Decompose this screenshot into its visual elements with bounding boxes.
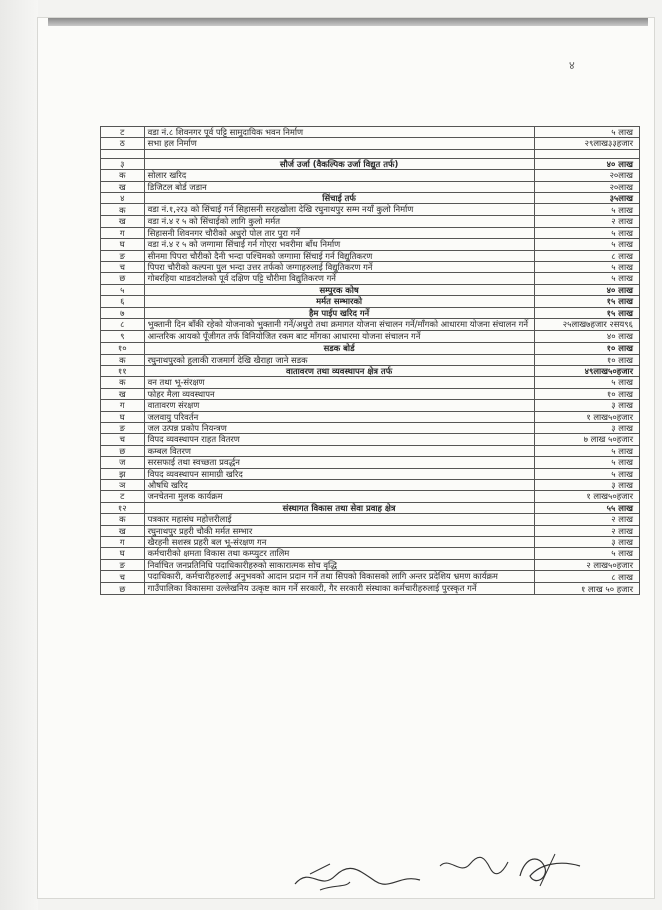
budget-row [101,411,640,422]
page-number: ४ [569,59,575,72]
serial-number-cell: क [101,204,145,216]
serial-number-cell: ख [101,388,145,399]
budget-row [101,571,640,583]
section-heading-row [101,193,640,204]
amount-cell: ८ लाख [534,571,639,583]
description-cell: वडा नं.४ र ५ को जग्गामा सिंचाई गर्न गोएरा भवरीमा बाँध निर्माण [144,239,534,250]
serial-number-cell: ३ [101,158,145,169]
amount-cell: ५ लाख [534,445,639,456]
amount-cell: ५ लाख [534,468,639,479]
description-cell: कम्बल वितरण [144,445,534,456]
serial-number-cell: क [101,354,145,365]
serial-number-cell: ज [101,457,145,468]
serial-number-cell: ग [101,227,145,238]
serial-number-cell: ख [101,181,145,192]
serial-number-cell: १० [101,343,145,354]
budget-row [101,377,640,388]
section-heading-row [101,502,640,513]
description-cell: पदाधिकारी, कर्मचारीहरुलाई अनुभवको आदान प्रदान गर्ने तथा सिपको विकासको लागि अन्तर प्रदेशिय भ्रमण कार्यक्रम [144,571,534,583]
budget-row [101,331,640,343]
serial-number-cell: क [101,377,145,388]
budget-row [101,422,640,433]
serial-number-cell: छ [101,445,145,456]
budget-row [101,514,640,525]
amount-cell: १ लाख५०हजार [534,491,639,502]
amount-cell: ४० लाख [534,284,639,295]
budget-row [101,127,640,138]
serial-number-cell: छ [101,583,145,595]
amount-cell: २ लाख [534,216,639,227]
description-cell: सिंचाई तर्फ [144,193,534,204]
amount-cell [534,149,639,158]
serial-number-cell: ८ [101,319,145,331]
amount-cell: ३५लाख [534,193,639,204]
serial-number-cell: ङ [101,559,145,570]
budget-row [101,537,640,548]
description-cell: वन तथा भू-संरक्षण [144,377,534,388]
description-cell: संस्थागत विकास तथा सेवा प्रवाह क्षेत्र [144,502,534,513]
description-cell: डिजिटल बोर्ड जडान [144,181,534,192]
description-cell: जल उत्पन्न प्रकोप नियन्त्रण [144,422,534,433]
budget-row [101,227,640,238]
amount-cell: ५ लाख [534,262,639,273]
amount-cell: २ लाख [534,525,639,536]
amount-cell: ५ लाख [534,227,639,238]
budget-row [101,400,640,411]
amount-cell: ५ लाख [534,239,639,250]
amount-cell: ४९लाख५०हजार [534,365,639,376]
description-cell: गाउँपालिका विकासमा उल्लेखनिय उत्कृष्ट काम गर्ने सरकारी, गैर सरकारी संस्थाका कर्मचारीहरुलाई पुरस्कृत गर्ने [144,583,534,595]
serial-number-cell: च [101,571,145,583]
description-cell: विपद व्यवस्थापन सामाग्री खरिद [144,468,534,479]
budget-row [101,138,640,149]
description-cell: मर्मत सम्भारको [144,296,534,307]
budget-row [101,583,640,595]
description-cell: सीनमा पिपरा चौरीको दैनी भन्दा पश्चिमको जग्गामा सिंचाई गर्न विद्युतिकरण [144,250,534,261]
amount-cell: ८ लाख [534,250,639,261]
budget-row [101,445,640,456]
description-cell: हैम पाईप खरिद गर्ने [144,307,534,318]
budget-row [101,388,640,399]
top-rule [48,18,648,26]
amount-cell: २९लाख३३हजार [534,138,639,149]
amount-cell: १० लाख [534,343,639,354]
serial-number-cell: ११ [101,365,145,376]
amount-cell: ४० लाख [534,331,639,343]
serial-number-cell: च [101,434,145,445]
budget-row [101,468,640,479]
description-cell: सभा हल निर्माण [144,138,534,149]
description-cell: वडा नं.१,२र३ को सिंचाई गर्न सिहासनी सरहखोला देखि रघुनाथपुर सम्म नयाँ कुलो निर्माण [144,204,534,216]
serial-number-cell: ५ [101,284,145,295]
amount-cell: ३ लाख [534,479,639,490]
amount-cell: ७ लाख ५०हजार [534,434,639,445]
serial-number-cell: ख [101,216,145,227]
budget-row [101,525,640,536]
serial-number-cell: घ [101,411,145,422]
budget-table [100,126,640,595]
budget-row [101,204,640,216]
serial-number-cell: घ [101,548,145,559]
budget-row [101,216,640,227]
serial-number-cell: ९ [101,331,145,343]
budget-row [101,319,640,331]
budget-row [101,457,640,468]
serial-number-cell: च [101,262,145,273]
description-cell: सडक बोर्ड [144,343,534,354]
amount-cell: ३ लाख [534,400,639,411]
serial-number-cell: छ [101,273,145,284]
description-cell: निर्वाचित जनप्रतिनिधि पदाधिकारीहरुको साकारात्मक सोच वृद्धि [144,559,534,570]
amount-cell: १० लाख [534,388,639,399]
amount-cell: १५ लाख [534,307,639,318]
amount-cell: १० लाख [534,354,639,365]
description-cell: वातावरण संरक्षण [144,400,534,411]
budget-row [101,170,640,181]
description-cell: सरसफाई तथा स्वच्छता प्रवर्द्धन [144,457,534,468]
budget-row [101,491,640,502]
amount-cell: ५ लाख [534,548,639,559]
description-cell: जलवायु परिवर्तन [144,411,534,422]
budget-row [101,250,640,261]
amount-cell: १ लाख ५० हजार [534,583,639,595]
description-cell: सिहासनी शिवनगर चौरीको अधुरो पोल तार पुरा गर्ने [144,227,534,238]
amount-cell: १५ लाख [534,296,639,307]
budget-row [101,273,640,284]
description-cell: रघुनाथपुर प्रहरी चौकी मर्मत सम्भार [144,525,534,536]
serial-number-cell: क [101,514,145,525]
serial-number-cell: १२ [101,502,145,513]
description-cell: खैरहनी सशस्त्र प्रहरी बल भू-संरक्षण गन [144,537,534,548]
description-cell [144,149,534,158]
amount-cell: २ लाख [534,514,639,525]
description-cell: सम्पुरक कोष [144,284,534,295]
signatures [290,846,590,896]
serial-number-cell [101,149,145,158]
amount-cell: ३ लाख [534,422,639,433]
description-cell: भुक्तानी दिन बाँकी रहेको योजनाको भुक्तानी गर्ने/अधुरो तथा क्रमागत योजना संचालन गर्ने/माँगको आधारमा योजना संचालन गर्ने [144,319,534,331]
description-cell: फोहर मैला व्यवस्थापन [144,388,534,399]
scan-left-margin [0,0,38,910]
description-cell: औषधि खरिद [144,479,534,490]
description-cell: वडा नं.४ र ५ को सिंचाईको लागि कुलो मर्मत [144,216,534,227]
serial-number-cell: ग [101,537,145,548]
description-cell: आन्तरिक आयको पूँजीगत तर्फ विनियोजित रकम बाट माँगका आधारमा योजना संचालन गर्ने [144,331,534,343]
amount-cell: ४० लाख [534,158,639,169]
budget-row [101,548,640,559]
section-heading-row [101,158,640,169]
budget-row [101,354,640,365]
amount-cell: ५ लाख [534,127,639,138]
serial-number-cell: क [101,170,145,181]
amount-cell: २०लाख [534,170,639,181]
serial-number-cell: ६ [101,296,145,307]
serial-number-cell: ७ [101,307,145,318]
budget-row [101,239,640,250]
budget-row [101,479,640,490]
description-cell: सौर्ज उर्जा (वैकल्पिक उर्जा विद्युत तर्फ) [144,158,534,169]
section-heading-row [101,343,640,354]
budget-row [101,181,640,192]
serial-number-cell: ट [101,491,145,502]
description-cell: कर्मचारीको क्षमता विकास तथा कम्प्युटर तालिम [144,548,534,559]
serial-number-cell: ख [101,525,145,536]
amount-cell: ५ लाख [534,457,639,468]
serial-number-cell: घ [101,239,145,250]
section-heading-row [101,307,640,318]
amount-cell: २५लाख७हजार २सय९६ [534,319,639,331]
serial-number-cell: झ [101,468,145,479]
serial-number-cell: ४ [101,193,145,204]
amount-cell: ३ लाख [534,537,639,548]
description-cell: गोबरहिया थाडवटोलको पूर्व दक्षिण पट्टि चौरीमा विद्युतिकरण गर्ने [144,273,534,284]
description-cell: वातावरण तथा व्यवस्थापन क्षेत्र तर्फ [144,365,534,376]
amount-cell: ५५ लाख [534,502,639,513]
serial-number-cell: ङ [101,250,145,261]
serial-number-cell: ट [101,127,145,138]
amount-cell: २०लाख [534,181,639,192]
description-cell: रघुनाथपुरको हुलाकी राजमार्ग देखि खैराहा जाने सडक [144,354,534,365]
amount-cell: ५ लाख [534,377,639,388]
amount-cell: १ लाख५०हजार [534,411,639,422]
description-cell: विपद व्यवस्थापन राहत वितरण [144,434,534,445]
budget-row [101,149,640,158]
serial-number-cell: ङ [101,422,145,433]
section-heading-row [101,284,640,295]
description-cell: पिपरा चौरीको कल्पना पुल भन्दा उत्तर तर्फको जग्गाहरुलाई विद्युतिकरण गर्ने [144,262,534,273]
budget-row [101,434,640,445]
description-cell: जनचेतना मुलक कार्यक्रम [144,491,534,502]
budget-row [101,262,640,273]
serial-number-cell: ञ [101,479,145,490]
section-heading-row [101,296,640,307]
amount-cell: ५ लाख [534,273,639,284]
serial-number-cell: ग [101,400,145,411]
serial-number-cell: ठ [101,138,145,149]
description-cell: वडा नं.८ शिवनगर पूर्व पट्टि सामुदायिक भवन निर्माण [144,127,534,138]
amount-cell: २ लाख५०हजार [534,559,639,570]
budget-table-body [101,127,640,595]
budget-row [101,559,640,570]
description-cell: सोलार खरिद [144,170,534,181]
description-cell: पत्रकार महासंघ महोत्तरीलाई [144,514,534,525]
amount-cell: ५ लाख [534,204,639,216]
section-heading-row [101,365,640,376]
